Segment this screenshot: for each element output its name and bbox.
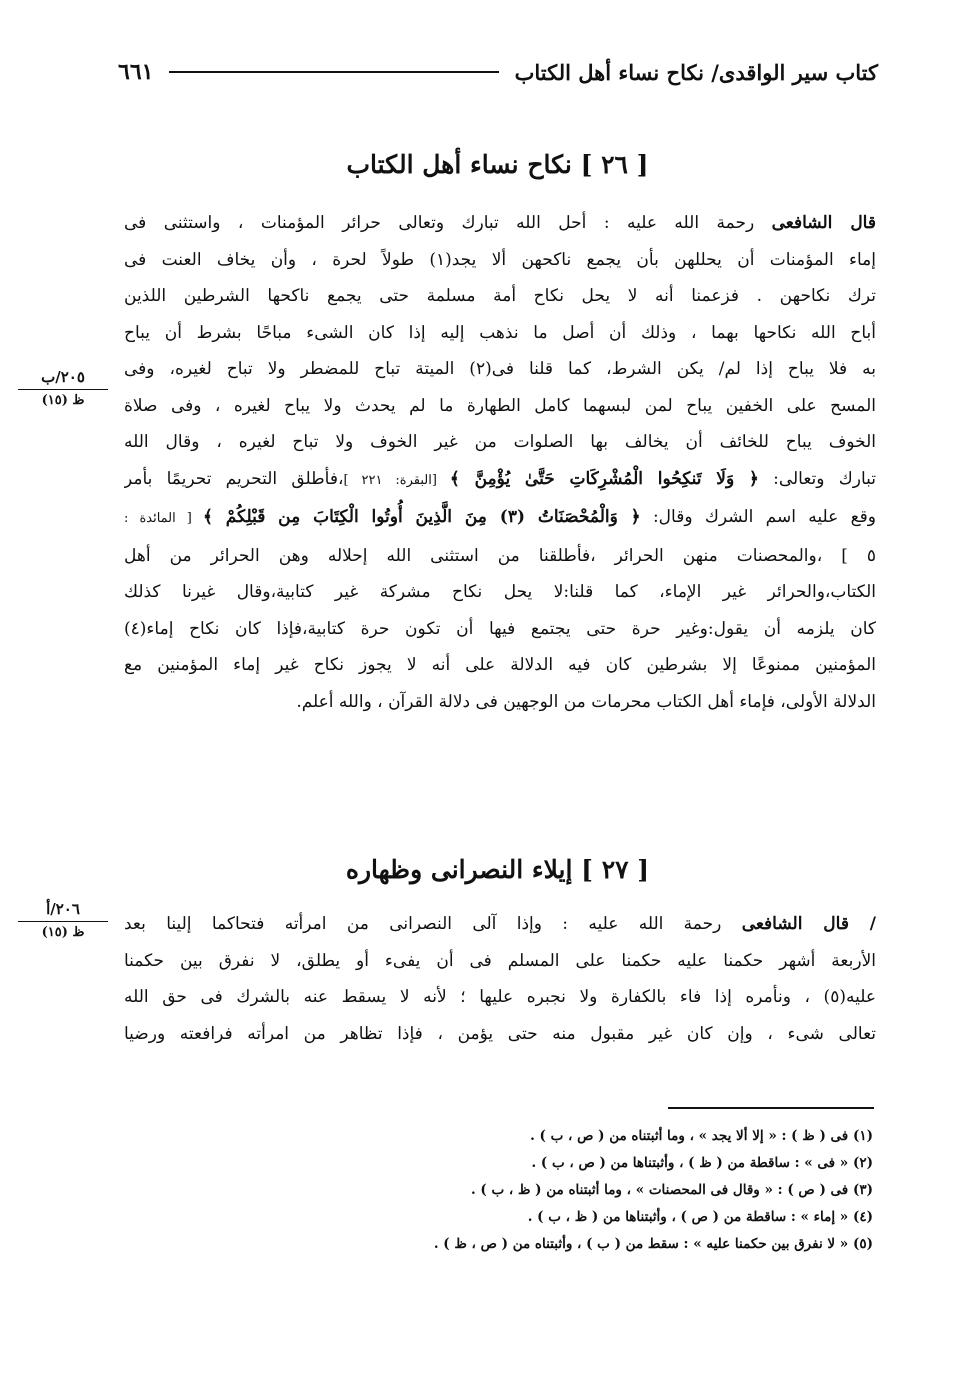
footnote-rule	[668, 1107, 874, 1109]
text-line: المسح على الخفين يباح لمن لبسهما كامل الطهارة ما لم يحدث ولا يباح لغيره ، وفى صلاة	[124, 395, 876, 416]
lead-phrase: قال الشافعى	[771, 213, 876, 233]
manuscript-ref: ظ (١٥)	[41, 393, 85, 408]
footnote: (٤) « إماء » : ساقطة من ( ص ) ، وأثبتناها من ( ظ ، ب ) .	[527, 1209, 873, 1225]
running-title: كتاب سير الواقدى/ نكاح نساء أهل الكتاب	[514, 59, 878, 85]
page-number: ٦٦١	[118, 59, 154, 85]
verse-reference: [ المائدة :	[124, 511, 203, 526]
footnote: (٣) فى ( ص ) : « وقال فى المحصنات » ، وما أثبتناه من ( ظ ، ب ) .	[471, 1182, 873, 1198]
quran-verse: ﴿ وَالْمُحْصَنَاتُ (٣) مِنَ الَّذِينَ أُوتُوا الْكِتَابَ مِن قَبْلِكُمْ ﴾	[202, 507, 641, 527]
margin-folio-note	[18, 900, 108, 940]
text-line: ٥ ] ،والمحصنات منهن الحرائر ،فأطلقنا من استثنى الله إحلاله وهن الحرائر من أهل	[124, 545, 876, 566]
footnotes	[253, 1123, 873, 1258]
text-line: الدلالة الأولى، فإماء أهل الكتاب محرمات من الوجهين فى دلالة القرآن ، والله أعلم.	[296, 691, 876, 712]
margin-folio-note	[18, 368, 108, 408]
text-line: كان يلزمه أن يقول:وغير حرة حتى يجتمع فيها أن تكون حرة كتابية،فإذا كان نكاح إماء(٤)	[124, 618, 876, 639]
text-line: المؤمنين ممنوعًا إلا بشرطين كان فيه الدلالة على أنه لا يجوز نكاح غير إماء المؤمنين مع	[124, 655, 876, 675]
section-heading-26: [ ٢٦ ] نكاح نساء أهل الكتاب	[346, 150, 649, 179]
folio-ref: ٢٠٦/أ	[18, 900, 108, 922]
text-line: الكتاب،والحرائر غير الإماء، كما قلنا:لا يحل نكاح مشركة غير كتابية،وقال غيرنا كذلك	[124, 582, 876, 602]
footnote: (١) فى ( ظ ) : « إلا ألا يجد » ، وما أثبتناه من ( ص ، ب ) .	[530, 1128, 873, 1144]
text-line: أباح الله نكاحها بهما ، وذلك أن أصل ما نذهب إليه إذا كان الشىء مباحًا بشرط أن يباح	[124, 322, 876, 343]
quran-verse: ﴿ وَلَا تَنكِحُوا الْمُشْرِكَاتِ حَتَّىٰ يُؤْمِنَّ ﴾	[449, 468, 759, 489]
verse-reference: [البقرة: ٢٢١ ]	[343, 472, 450, 488]
footnote: (٥) « لا نفرق بين حكمنا عليه » : سقط من ( ب ) ، وأثبتناه من ( ص ، ظ ) .	[433, 1236, 873, 1252]
text-line: الخوف يباح للخائف أن يخالف بها الصلوات من غير الخوف ولا تباح لغيره ، وقال الله	[124, 432, 876, 452]
text-line: / قال الشافعى رحمة الله عليه : وإذا آلى النصرانى من امرأته فتحاكما إلينا بعد	[124, 914, 876, 934]
running-header	[118, 52, 878, 92]
lead-phrase: / قال الشافعى	[741, 914, 876, 934]
text-line: الأربعة أشهر حكمنا عليه حكمنا على المسلم فى أن يفىء أو يطلق، لا نفرق بين حكمنا	[124, 950, 876, 971]
header-rule	[169, 71, 498, 73]
text-line: وقع عليه اسم الشرك وقال: ﴿ وَالْمُحْصَنَاتُ (٣) مِنَ الَّذِينَ أُوتُوا الْكِتَابَ مِن قَبْلِكُمْ ﴾ [ المائدة :	[124, 507, 876, 527]
footnote: (٢) « فى » : ساقطة من ( ظ ) ، وأثبتناها من ( ص ، ب ) .	[531, 1155, 873, 1171]
section-body-27	[124, 906, 876, 1052]
manuscript-ref: ظ (١٥)	[41, 925, 85, 940]
text-line: عليه(٥) ، ونأمره إذا فاء بالكفارة ولا نجبره عليها ؛ لأنه لا يسقط عنه بالشرك فى حق الله	[124, 987, 876, 1007]
text-line: إماء المؤمنات أن يحللهن بأن يجمع ناكحهن ألا يجد(١) طولاً لحرة ، وأن يخاف العنت فى	[124, 249, 876, 270]
text-line: تعالى شىء ، وإن كان غير مقبول منه حتى يؤمن ، فإذا تظاهر من امرأته فرافعته ورضيا	[124, 1023, 876, 1044]
text-line: به فلا يباح إذا لم/ يكن الشرط، كما قلنا فى(٢) الميتة تباح للمضطر ولا تباح لغيره، وفى	[124, 359, 876, 379]
section-body-26	[124, 205, 876, 720]
text-line: قال الشافعى رحمة الله عليه : أحل الله تبارك وتعالى حرائر المؤمنات ، واستثنى فى	[124, 213, 876, 233]
section-heading-27: [ ٢٧ ] إيلاء النصرانى وظهاره	[345, 855, 650, 884]
folio-ref: ٢٠٥/ب	[18, 368, 108, 390]
text-line: تبارك وتعالى: ﴿ وَلَا تَنكِحُوا الْمُشْرِكَاتِ حَتَّىٰ يُؤْمِنَّ ﴾ [البقرة: ٢٢١ ]،فأطلق التحريم تحريمًا بأمر	[124, 468, 876, 489]
text-line: ترك نكاحهن . فزعمنا أنه لا يحل نكاح أمة مسلمة حتى يجمع ناكحها الشرطين اللذين	[124, 286, 876, 306]
